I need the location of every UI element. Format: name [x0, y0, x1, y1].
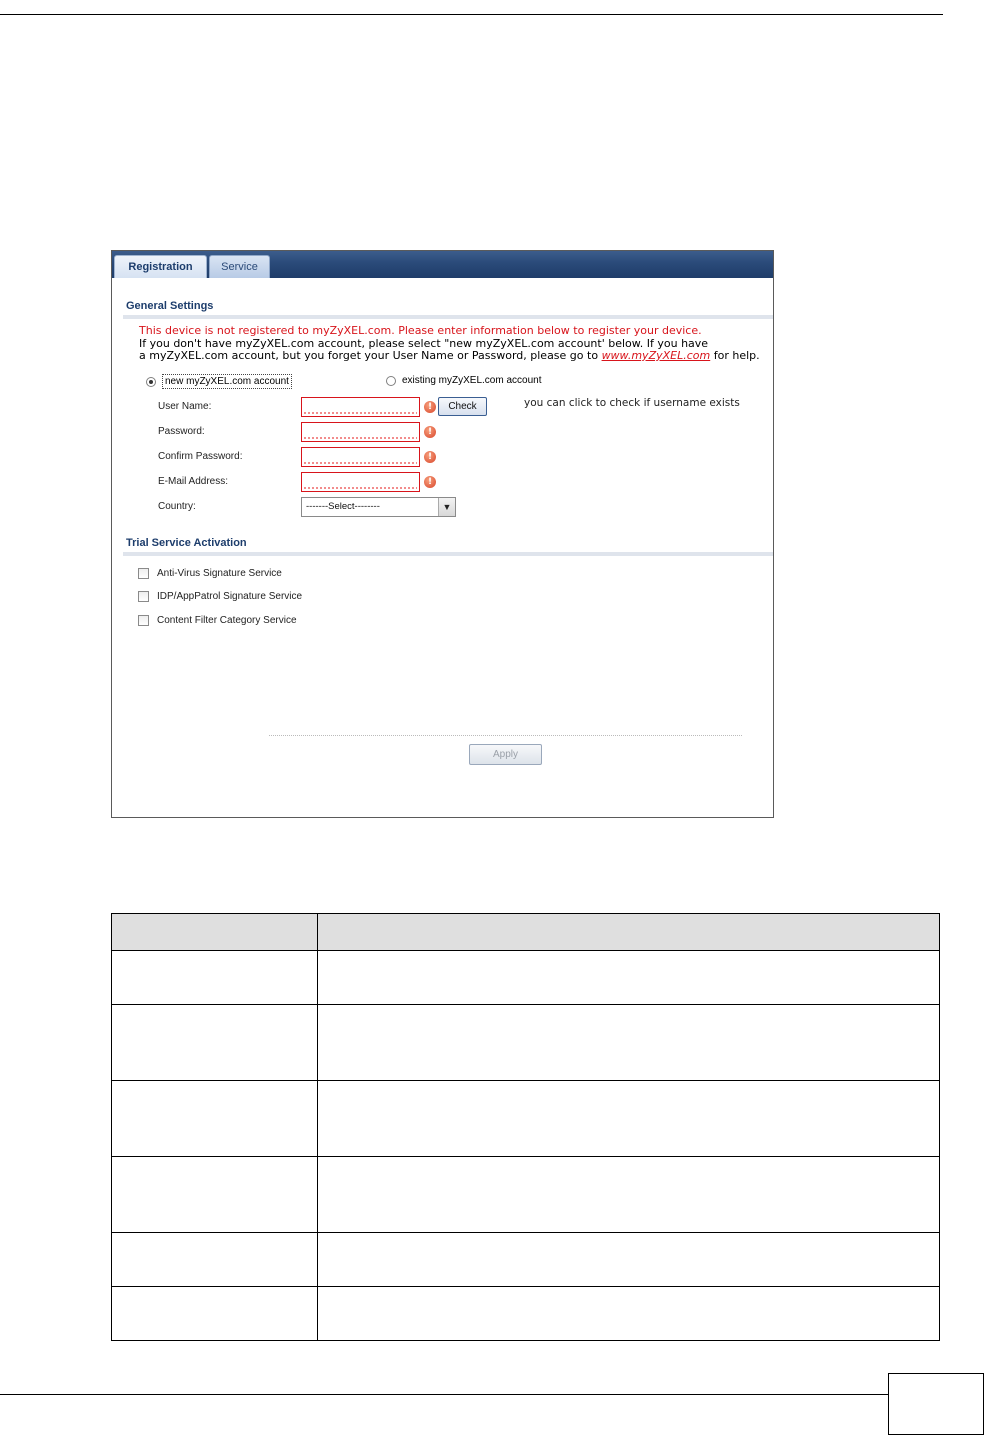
radio-existing-account[interactable] [386, 374, 542, 387]
password-input[interactable] [301, 422, 420, 442]
radio-new-account-label: new myZyXEL.com account [162, 374, 292, 389]
table-header-cell [112, 914, 318, 951]
table-cell [112, 1081, 318, 1157]
table-row [112, 1005, 940, 1081]
table-cell [112, 951, 318, 1005]
content-filter-label: Content Filter Category Service [157, 615, 297, 626]
table-cell [112, 1005, 318, 1081]
radio-existing-account-label: existing myZyXEL.com account [402, 375, 542, 386]
tab-service[interactable]: Service [209, 255, 270, 278]
country-select-value: -------Select-------- [306, 501, 380, 512]
email-input[interactable] [301, 472, 420, 492]
email-label: E-Mail Address: [158, 476, 229, 487]
field-description-table [111, 913, 940, 1341]
page-footer-rule [0, 1394, 888, 1395]
table-cell [318, 1081, 940, 1157]
table-row [112, 1081, 940, 1157]
table-header-row [112, 914, 940, 951]
antivirus-checkbox[interactable] [138, 568, 149, 579]
table-row [112, 951, 940, 1005]
table-cell [318, 1233, 940, 1287]
warning-icon: ! [424, 401, 436, 413]
service-content-filter[interactable] [138, 615, 297, 626]
radio-new-account[interactable] [146, 374, 292, 389]
warning-icon: ! [424, 426, 436, 438]
confirm-password-label: Confirm Password: [158, 451, 243, 462]
section-divider [123, 552, 773, 556]
radio-new-account-button[interactable] [146, 377, 156, 387]
registration-screenshot [111, 250, 774, 818]
myzyxel-link[interactable]: www.myZyXEL.com [601, 349, 711, 362]
warning-icon: ! [424, 476, 436, 488]
antivirus-label: Anti-Virus Signature Service [157, 568, 282, 579]
check-button[interactable]: Check [438, 397, 487, 416]
account-help-line: If you don't have myZyXEL.com account, please select "new myZyXEL.com account' below. If you have [139, 337, 709, 350]
apply-button[interactable]: Apply [469, 744, 542, 765]
chevron-down-icon[interactable]: ▼ [438, 498, 455, 516]
idp-label: IDP/AppPatrol Signature Service [157, 591, 303, 602]
general-settings-title: General Settings [126, 300, 214, 312]
table-cell [112, 1287, 318, 1341]
trial-service-title: Trial Service Activation [126, 537, 247, 549]
table-row [112, 1157, 940, 1233]
page-number-box [888, 1373, 984, 1435]
warning-icon: ! [424, 451, 436, 463]
country-select[interactable] [301, 497, 456, 517]
table-cell [112, 1157, 318, 1233]
table-row [112, 1287, 940, 1341]
username-label: User Name: [158, 401, 212, 412]
service-idp[interactable] [138, 591, 302, 602]
forgot-password-line [139, 350, 760, 363]
for-help-text: for help. [713, 349, 760, 362]
table-cell [318, 1005, 940, 1081]
table-cell [318, 1157, 940, 1233]
footer-divider [269, 735, 742, 736]
table-cell [112, 1233, 318, 1287]
table-cell [318, 1287, 940, 1341]
content-filter-checkbox[interactable] [138, 615, 149, 626]
table-row [112, 1233, 940, 1287]
idp-checkbox[interactable] [138, 591, 149, 602]
not-registered-message: This device is not registered to myZyXEL.com. Please enter information below to register your device. [139, 324, 702, 337]
check-hint-text: you can click to check if username exists [524, 397, 740, 409]
service-antivirus[interactable] [138, 568, 282, 579]
tab-registration[interactable]: Registration [114, 255, 207, 278]
password-label: Password: [158, 426, 205, 437]
radio-existing-account-button[interactable] [386, 376, 396, 386]
section-divider [123, 315, 773, 319]
username-input[interactable] [301, 397, 420, 417]
table-header-cell [318, 914, 940, 951]
forgot-password-text: a myZyXEL.com account, but you forget your User Name or Password, please go to [139, 349, 599, 362]
page-header-rule [0, 14, 943, 15]
country-label: Country: [158, 501, 196, 512]
tab-bar [112, 251, 773, 278]
table-cell [318, 951, 940, 1005]
confirm-password-input[interactable] [301, 447, 420, 467]
